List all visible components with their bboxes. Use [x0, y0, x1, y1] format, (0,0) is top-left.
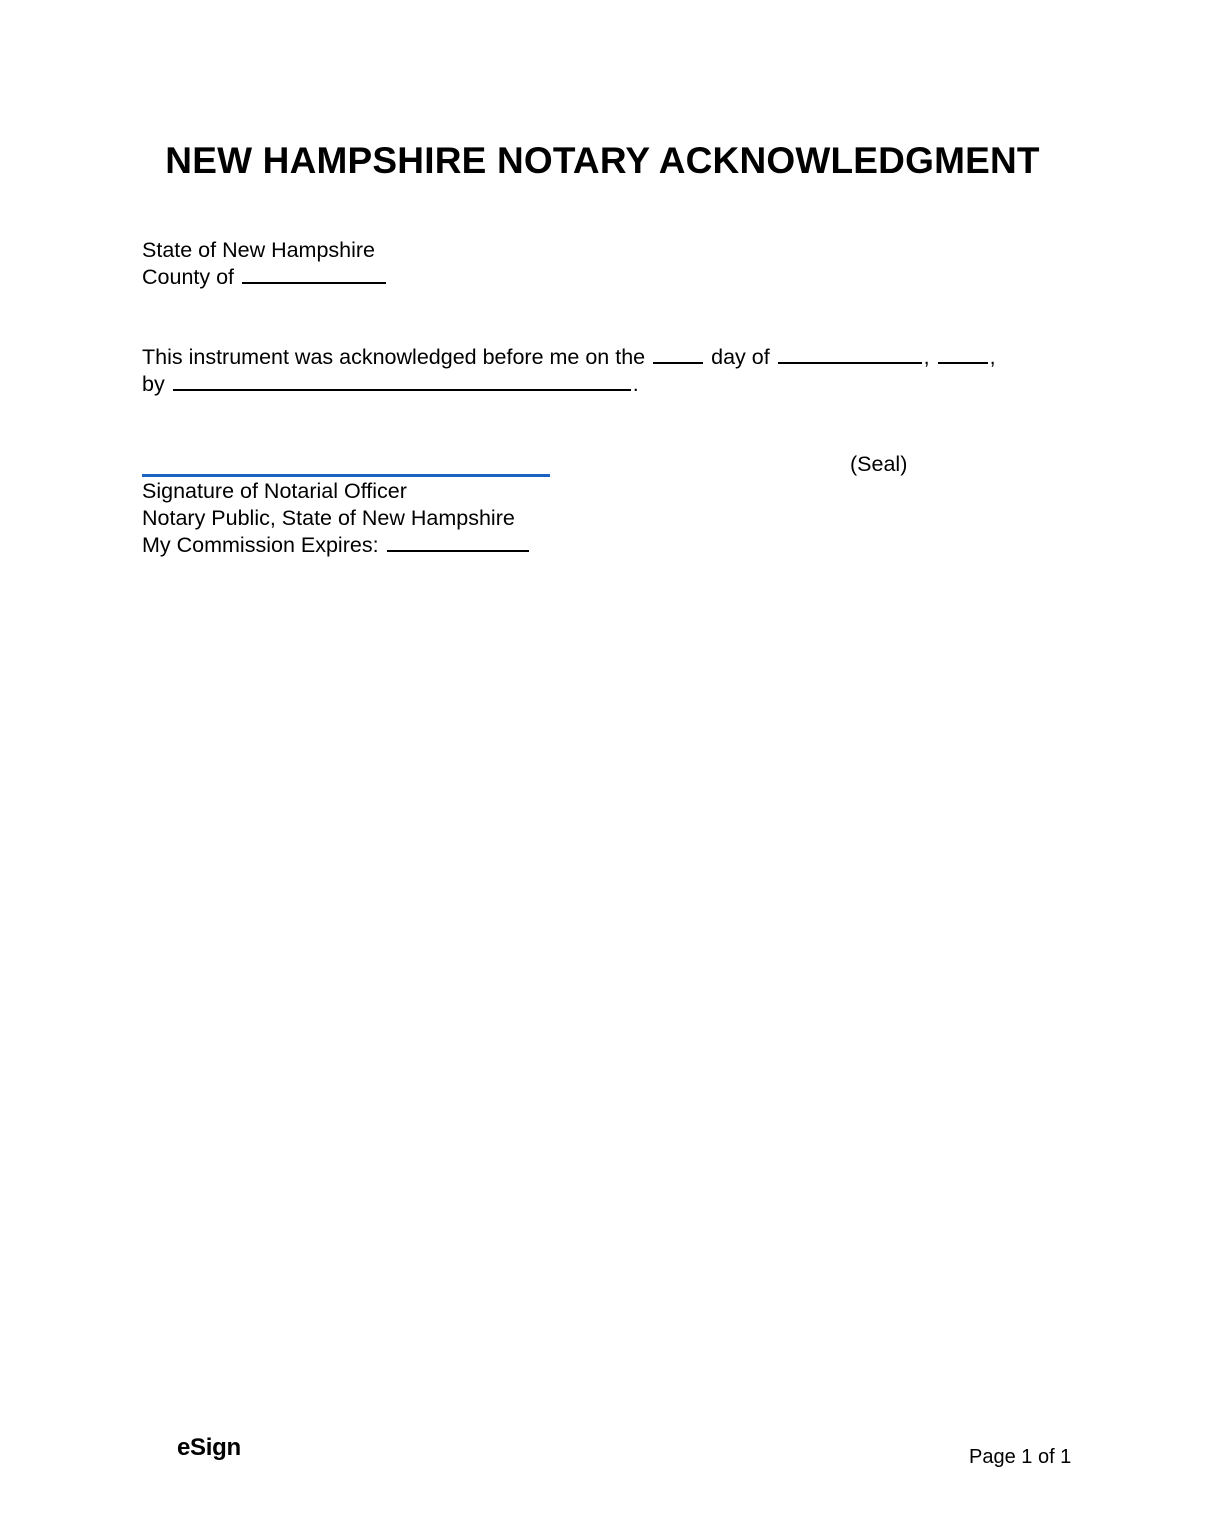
ack-text-2: day of — [711, 345, 770, 369]
seal-label: (Seal) — [850, 452, 908, 476]
signature-line[interactable] — [142, 474, 550, 477]
esign-logo: eSign — [177, 1434, 241, 1461]
county-blank-field[interactable] — [242, 264, 386, 284]
acknowledgment-line-2 — [142, 371, 639, 398]
document-title: NEW HAMPSHIRE NOTARY ACKNOWLEDGMENT — [165, 140, 1040, 181]
ack-text-1: This instrument was acknowledged before me on the — [142, 345, 646, 369]
page-indicator: Page 1 of 1 — [969, 1446, 1072, 1468]
month-blank-field[interactable] — [778, 344, 922, 364]
comma-2: , — [989, 345, 996, 369]
by-label: by — [142, 372, 165, 396]
state-line: State of New Hampshire — [142, 238, 376, 262]
notary-title-line: Notary Public, State of New Hampshire — [142, 506, 515, 530]
commission-line — [142, 532, 531, 559]
county-line — [142, 264, 388, 291]
acknowledgment-line-1 — [142, 344, 996, 371]
comma-1: , — [923, 345, 930, 369]
day-blank-field[interactable] — [653, 344, 703, 364]
county-label: County of — [142, 265, 235, 289]
year-blank-field[interactable] — [938, 344, 988, 364]
signer-name-blank-field[interactable] — [173, 371, 631, 391]
commission-expiry-blank-field[interactable] — [387, 532, 529, 552]
signature-label: Signature of Notarial Officer — [142, 479, 407, 503]
commission-label: My Commission Expires: — [142, 533, 379, 557]
period: . — [632, 372, 639, 396]
